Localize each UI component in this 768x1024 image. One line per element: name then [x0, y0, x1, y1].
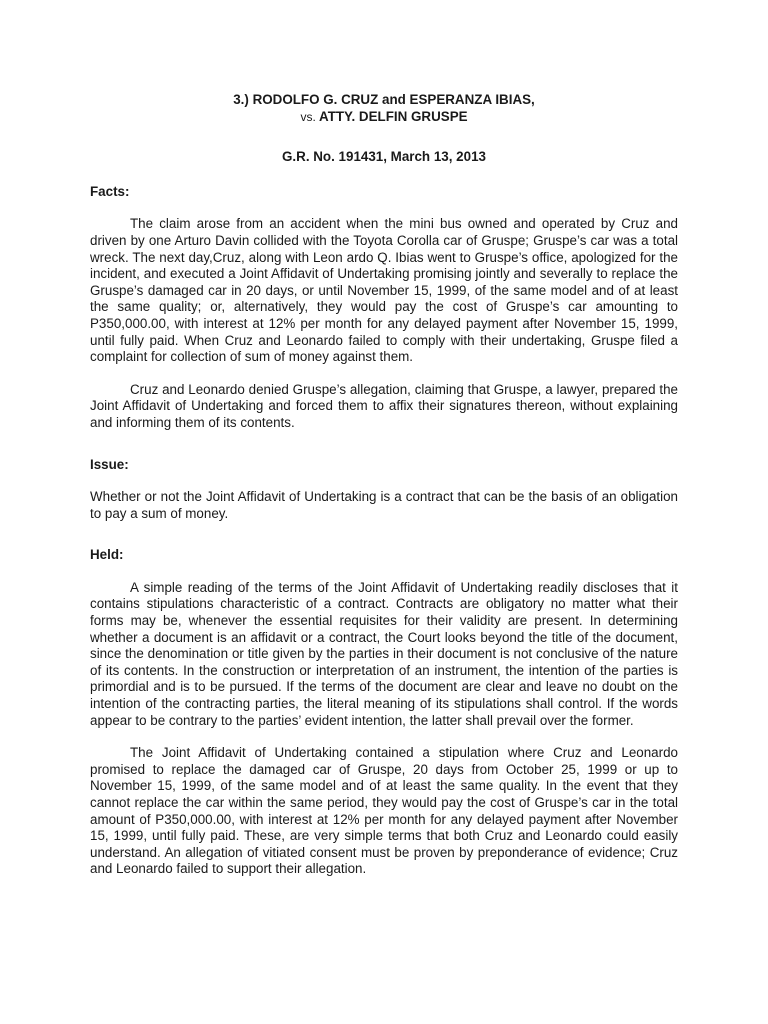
- gr-number: G.R. No. 191431, March 13, 2013: [282, 149, 486, 165]
- case-title-line2: ATTY. DELFIN GRUSPE: [319, 108, 468, 124]
- held-heading: Held:: [90, 547, 124, 563]
- case-title: [90, 92, 678, 125]
- case-title-line1: 3.) RODOLFO G. CRUZ and ESPERANZA IBIAS,: [233, 92, 535, 107]
- held-paragraph-2: The Joint Affidavit of Undertaking contained a stipulation where Cruz and Leonardo promised to replace the damaged car of Gruspe, 20 days from October 25, 1999 or up to November 15, 1999, of the same model and of at least the same quality. In the event that they cannot replace the car within the same period, they would pay the cost of Gruspe’s car in the total amount of P350,000.00, with interest at 12% per month for any delayed payment after November 15, 1999, until fully paid. These, are very simple terms that both Cruz and Leonardo could easily understand. An allegation of vitiated consent must be proven by preponderance of evidence; Cruz and Leonardo failed to support their allegation.: [90, 745, 678, 877]
- held-paragraph-1: A simple reading of the terms of the Joint Affidavit of Undertaking readily discloses that it contains stipulations characteristic of a contract. Contracts are obligatory no matter what their forms may be, whenever the essential requisites for their validity are present. In determining whether a document is an affidavit or a contract, the Court looks beyond the title of the document, since the denomination or title given by the parties in their document is not conclusive of the nature of its contents. In the construction or interpretation of an instrument, the intention of the parties is primordial and is to be pursued. If the terms of the document are clear and leave no doubt on the intention of the contracting parties, the literal meaning of its stipulations shall control. If the words appear to be contrary to the parties’ evident intention, the latter shall prevail over the former.: [90, 579, 678, 728]
- issue-heading: Issue:: [90, 456, 129, 472]
- issue-paragraph: Whether or not the Joint Affidavit of Undertaking is a contract that can be the basis of an obligation to pay a sum of money.: [90, 489, 678, 521]
- document-page: [90, 92, 678, 878]
- facts-paragraph-2: Cruz and Leonardo denied Gruspe’s allegation, claiming that Gruspe, a lawyer, prepared the Joint Affidavit of Undertaking and forced them to affix their signatures thereon, without explaining and informing them of its contents.: [90, 381, 678, 430]
- facts-heading: Facts:: [90, 183, 130, 199]
- case-title-vs: vs.: [300, 109, 316, 124]
- facts-paragraph-1: The claim arose from an accident when the mini bus owned and operated by Cruz and driven by one Arturo Davin collided with the Toyota Corolla car of Gruspe; Gruspe’s car was a total wreck. The next day,Cruz, along with Leon ardo Q. Ibias went to Gruspe’s office, apologized for the incident, and executed a Joint Affidavit of Undertaking promising jointly and severally to replace the Gruspe’s damaged car in 20 days, or until November 15, 1999, of the same model and of at least the same quality; or, alternatively, they would pay the cost of Gruspe’s car amounting to P350,000.00, with interest at 12% per month for any delayed payment after November 15, 1999, until fully paid. When Cruz and Leonardo failed to comply with their undertaking, Gruspe filed a complaint for collection of sum of money against them.: [90, 216, 678, 365]
